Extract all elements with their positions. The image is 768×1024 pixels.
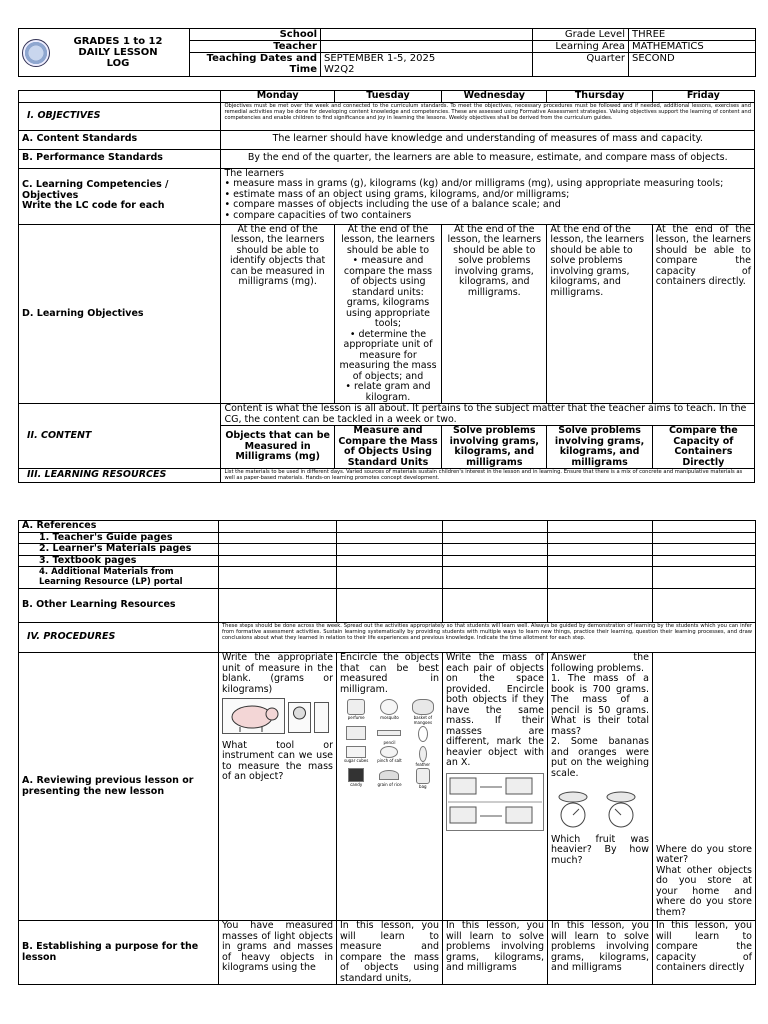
empty-cell[interactable]: [653, 567, 756, 589]
pig-and-scale-illustration: [222, 698, 330, 734]
empty-cell[interactable]: [337, 589, 443, 623]
learning-resources-heading: III. LEARNING RESOURCES: [19, 469, 221, 483]
content-topic-thursday: Solve problems involving grams, kilograms, and milligrams: [547, 426, 652, 469]
empty-cell[interactable]: [443, 555, 548, 567]
object-item: bag: [407, 768, 439, 789]
empty-cell[interactable]: [219, 544, 337, 556]
empty-cell[interactable]: [443, 544, 548, 556]
object-item: candy: [340, 768, 372, 789]
competency-item: • estimate mass of an object using grams, kilograms, and/or milligrams;: [224, 188, 570, 200]
objective-friday: At the end of the lesson, the learners should be able to compare the capacity of containers directly.: [652, 224, 754, 404]
objective-tuesday: At the end of the lesson, the learners should be able to • measure and compare the mass of objects using standard units: grams, kilograms using appropriate tools; • determine the appropriate unit of measure for measuring the mass of objects; and • relate gram and kilogram.: [334, 224, 441, 404]
empty-cell[interactable]: [548, 567, 653, 589]
review-tuesday-instruction: Encircle the objects that can be best measured in milligram.: [340, 652, 439, 695]
mass-pairs-illustration: [446, 773, 544, 831]
learning-area-value[interactable]: MATHEMATICS: [629, 41, 756, 53]
quarter-label: Quarter: [533, 53, 629, 77]
empty-cell[interactable]: [443, 532, 548, 544]
day-friday: Friday: [652, 91, 754, 103]
object-item: feather: [407, 746, 439, 767]
procedures-note: These steps should be done across the week. Spread out the activities appropriately so that students will learn well. Always be guided by demonstration of learning by the students which you can infer from formative assessment activities. Sustain learning systematically by providing students with multiple ways to learn new things, practice their learning, question their learning processes, and draw conclusions about what they learned in relation to their life experiences and previous knowledge. Indicate the time allotment for each step.: [219, 623, 756, 653]
empty-cell[interactable]: [337, 555, 443, 567]
review-thursday: [548, 653, 653, 921]
objectives-note: Objectives must be met over the week and connected to the curriculum standards. To meet the objectives, necessary procedures must be followed and if needed, additional lessons, exercises and remedial activities may be done for developing content knowledge and competencies. These are assessed using Formative Assessment strategies. Valuing objectives support the learning of content and competencies and enable children to find significance and joy in learning the lessons. Weekly objectives shall be derived from the curriculum guides.: [221, 102, 755, 130]
dates-label: Teaching Dates and Time: [190, 53, 321, 77]
performance-standards-label: B. Performance Standards: [19, 149, 221, 168]
textbook-label: 3. Textbook pages: [19, 555, 219, 567]
empty-cell[interactable]: [219, 567, 337, 589]
header-table: [18, 28, 756, 77]
content-topic-friday: Compare the Capacity of Containers Directly: [652, 426, 754, 469]
competency-item: • compare capacities of two containers: [224, 209, 412, 221]
references-label: A. References: [19, 521, 219, 533]
learning-area-label: Learning Area: [533, 41, 629, 53]
empty-cell[interactable]: [653, 555, 756, 567]
teacher-value[interactable]: [321, 41, 533, 53]
empty-cell[interactable]: [548, 589, 653, 623]
learning-objectives-label: D. Learning Objectives: [19, 224, 221, 404]
objective-wednesday: At the end of the lesson, the learners should be able to solve problems involving grams, kilograms, and milligrams.: [442, 224, 547, 404]
object-item: [340, 726, 372, 745]
purpose-friday: In this lesson, you will learn to compare the capacity of containers directly: [653, 921, 756, 985]
grade-level-value[interactable]: THREE: [629, 29, 756, 41]
empty-cell[interactable]: [337, 521, 443, 533]
review-wednesday-instruction: Write the mass of each pair of objects on the space provided. Encircle both objects if they have the same mass. If their masses are different, mark the heavier object with an X.: [446, 652, 544, 768]
review-wednesday: [443, 653, 548, 921]
content-topic-wednesday: Solve problems involving grams, kilograms, and milligrams: [442, 426, 547, 469]
objectives-heading: I. OBJECTIVES: [19, 102, 221, 130]
purpose-label: B. Establishing a purpose for the lesson: [19, 921, 219, 985]
learners-materials-label: 2. Learner's Materials pages: [19, 544, 219, 556]
object-item: [407, 726, 439, 745]
content-heading: II. CONTENT: [19, 404, 221, 469]
grade-level-label: Grade Level: [533, 29, 629, 41]
blank-corner: [19, 91, 221, 103]
empty-cell[interactable]: [219, 532, 337, 544]
milligram-objects-grid: [340, 699, 439, 789]
empty-cell[interactable]: [219, 555, 337, 567]
empty-cell[interactable]: [548, 544, 653, 556]
day-thursday: Thursday: [547, 91, 652, 103]
content-topic-tuesday: Measure and Compare the Mass of Objects Using Standard Units: [334, 426, 441, 469]
quarter-value[interactable]: SECOND: [629, 53, 756, 77]
empty-cell[interactable]: [443, 567, 548, 589]
teacher-label: Teacher: [190, 41, 321, 53]
object-item: grain of rice: [373, 768, 405, 789]
day-wednesday: Wednesday: [442, 91, 547, 103]
object-item: pinch of salt: [373, 746, 405, 767]
empty-cell[interactable]: [548, 555, 653, 567]
empty-cell[interactable]: [219, 521, 337, 533]
learning-resources-note: List the materials to be used in different days. Varied sources of materials sustain children's interest in the lesson and in learning. Ensure that there is a mix of concrete and manipulative materials as well as paper-based materials. Hands-on learning promotes concept development.: [221, 469, 755, 483]
empty-cell[interactable]: [443, 589, 548, 623]
competency-item: • compare masses of objects including the use of a balance scale; and: [224, 199, 561, 210]
purpose-wednesday: In this lesson, you will learn to solve problems involving grams, kilograms, and milligrams: [443, 921, 548, 985]
content-standards: The learner should have knowledge and understanding of measures of mass and capacity.: [221, 130, 755, 149]
purpose-thursday: In this lesson, you will learn to solve problems involving grams, kilograms, and milligrams: [548, 921, 653, 985]
procedures-heading: IV. PROCEDURES: [19, 623, 219, 653]
review-thursday-question: Which fruit was heavier? By how much?: [551, 833, 649, 866]
empty-cell[interactable]: [443, 521, 548, 533]
object-item: sugar cubes: [340, 746, 372, 767]
empty-cell[interactable]: [653, 589, 756, 623]
review-label: A. Reviewing previous lesson or presenting the new lesson: [19, 653, 219, 921]
object-item: perfume: [340, 699, 372, 725]
empty-cell[interactable]: [337, 567, 443, 589]
review-thursday-problems: Answer the following problems. 1. The mass of a book is 700 grams. The mass of a pencil is 50 grams. What is their total mass? 2. Some bananas and oranges were put on the weighing scale.: [551, 652, 649, 779]
empty-cell[interactable]: [653, 544, 756, 556]
content-topic-monday: Objects that can be Measured in Milligrams (mg): [221, 426, 334, 469]
competencies-cell: [221, 168, 755, 224]
purpose-tuesday: In this lesson, you will learn to measure and compare the mass of objects using standard units,: [337, 921, 443, 985]
procedures-table: [18, 520, 756, 985]
empty-cell[interactable]: [337, 532, 443, 544]
review-friday: Where do you store water? What other objects do you store at your home and where do you store them?: [653, 653, 756, 921]
content-standards-label: A. Content Standards: [19, 130, 221, 149]
content-note: Content is what the lesson is all about. It pertains to the subject matter that the teacher aims to teach. In the CG, the content can be tackled in a week or two.: [221, 404, 755, 426]
day-monday: Monday: [221, 91, 334, 103]
objectives-table: [18, 90, 755, 483]
object-item: pencil: [373, 726, 405, 745]
objective-monday: At the end of the lesson, the learners should be able to identify objects that can be measured in milligrams (mg).: [221, 224, 334, 404]
review-monday-instruction: Write the appropriate unit of measure in the blank. (grams or kilograms): [222, 652, 333, 695]
object-item: mosquito: [373, 699, 405, 725]
dates-value[interactable]: SEPTEMBER 1-5, 2025 W2Q2: [321, 53, 533, 77]
empty-cell[interactable]: [219, 589, 337, 623]
teachers-guide-label: 1. Teacher's Guide pages: [19, 532, 219, 544]
empty-cell[interactable]: [548, 521, 653, 533]
purpose-monday: You have measured masses of light objects in grams and masses of heavy objects in kilograms using the: [219, 921, 337, 985]
empty-cell[interactable]: [653, 521, 756, 533]
competency-item: • measure mass in grams (g), kilograms (kg) and/or milligrams (mg), using appropriate measuring tools;: [224, 178, 724, 189]
empty-cell[interactable]: [337, 544, 443, 556]
object-item: basket of mangoes: [407, 699, 439, 725]
header-title-cell: [19, 29, 190, 77]
additional-materials-label: 4. Additional Materials from Learning Resource (LP) portal: [19, 567, 219, 589]
review-tuesday: [337, 653, 443, 921]
competencies-intro: The learners: [224, 168, 284, 179]
weighing-scales-illustration: [551, 789, 647, 829]
performance-standards: By the end of the quarter, the learners are able to measure, estimate, and compare mass of objects.: [221, 149, 755, 168]
empty-cell[interactable]: [653, 532, 756, 544]
deped-seal-icon: [22, 39, 50, 67]
objective-thursday: At the end of the lesson, the learners should be able to solve problems involving grams, kilograms, and milligrams.: [547, 224, 652, 404]
dll-title: GRADES 1 to 12 DAILY LESSON LOG: [73, 36, 163, 69]
review-monday-question: What tool or instrument can we use to measure the mass of an object?: [222, 739, 333, 782]
school-label: School: [190, 29, 321, 41]
school-value[interactable]: [321, 29, 533, 41]
other-resources-label: B. Other Learning Resources: [19, 589, 219, 623]
review-monday: [219, 653, 337, 921]
day-tuesday: Tuesday: [334, 91, 441, 103]
empty-cell[interactable]: [548, 532, 653, 544]
competencies-label: C. Learning Competencies / Objectives Write the LC code for each: [19, 168, 221, 224]
